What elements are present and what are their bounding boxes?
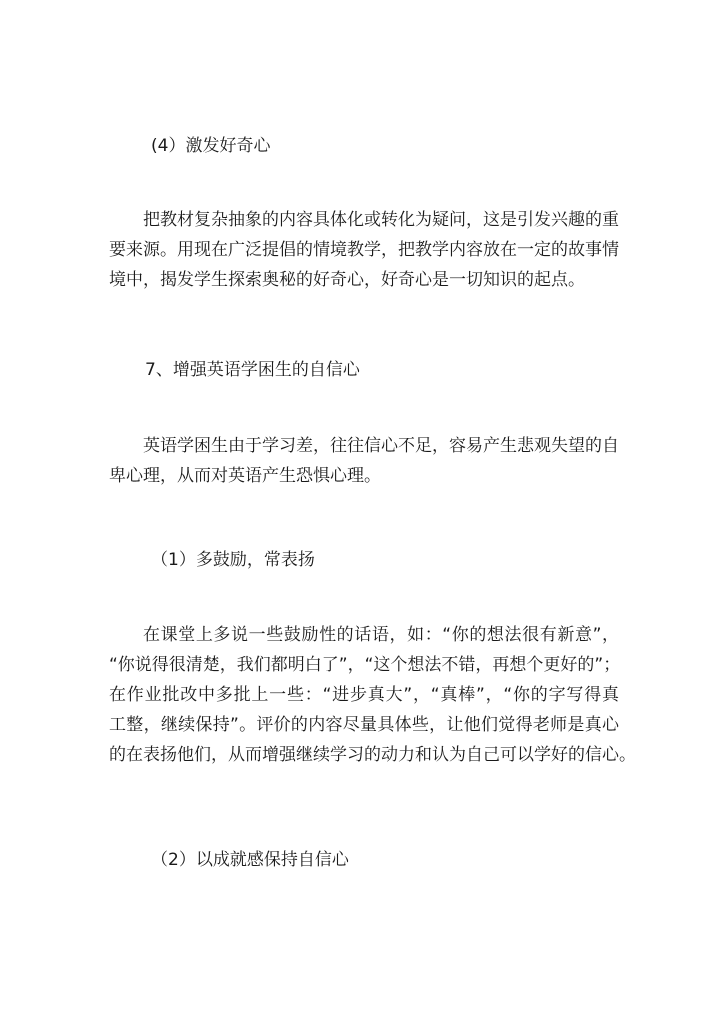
paragraph-line: 英语学困生由于学习差，往往信心不足，容易产生悲观失望的自 [143, 436, 619, 456]
paragraph-line: 境中，揭发学生探索奥秘的好奇心，好奇心是一切知识的起点。 [109, 270, 585, 290]
section-heading-4: (4）激发好奇心 [151, 136, 271, 156]
section-heading-2: （2）以成就感保持自信心 [151, 850, 349, 870]
paragraph-line: 工整，继续保持”。评价的内容尽量具体些，让他们觉得老师是真心 [109, 715, 619, 735]
paragraph-line: 卑心理，从而对英语产生恐惧心理。 [109, 466, 381, 486]
paragraph-curiosity [109, 205, 619, 295]
paragraph-confidence [109, 431, 619, 491]
paragraph-line: 在课堂上多说一些鼓励性的话语，如：“你的想法很有新意”， [143, 625, 619, 645]
paragraph-line: 把教材复杂抽象的内容具体化或转化为疑问，这是引发兴趣的重 [143, 210, 619, 230]
section-heading-1: （1）多鼓励，常表扬 [151, 550, 315, 570]
paragraph-line: 在作业批改中多批上一些：“进步真大”，“真棒”，“你的字写得真 [109, 685, 619, 705]
paragraph-encourage [109, 620, 636, 770]
section-heading-7: 7、增强英语学困生的自信心 [145, 360, 360, 380]
paragraph-line: 的在表扬他们，从而增强继续学习的动力和认为自己可以学好的信心。 [109, 745, 636, 765]
paragraph-line: “你说得很清楚，我们都明白了”，“这个想法不错，再想个更好的”； [109, 655, 621, 675]
paragraph-line: 要来源。用现在广泛提倡的情境教学，把教学内容放在一定的故事情 [109, 240, 619, 260]
